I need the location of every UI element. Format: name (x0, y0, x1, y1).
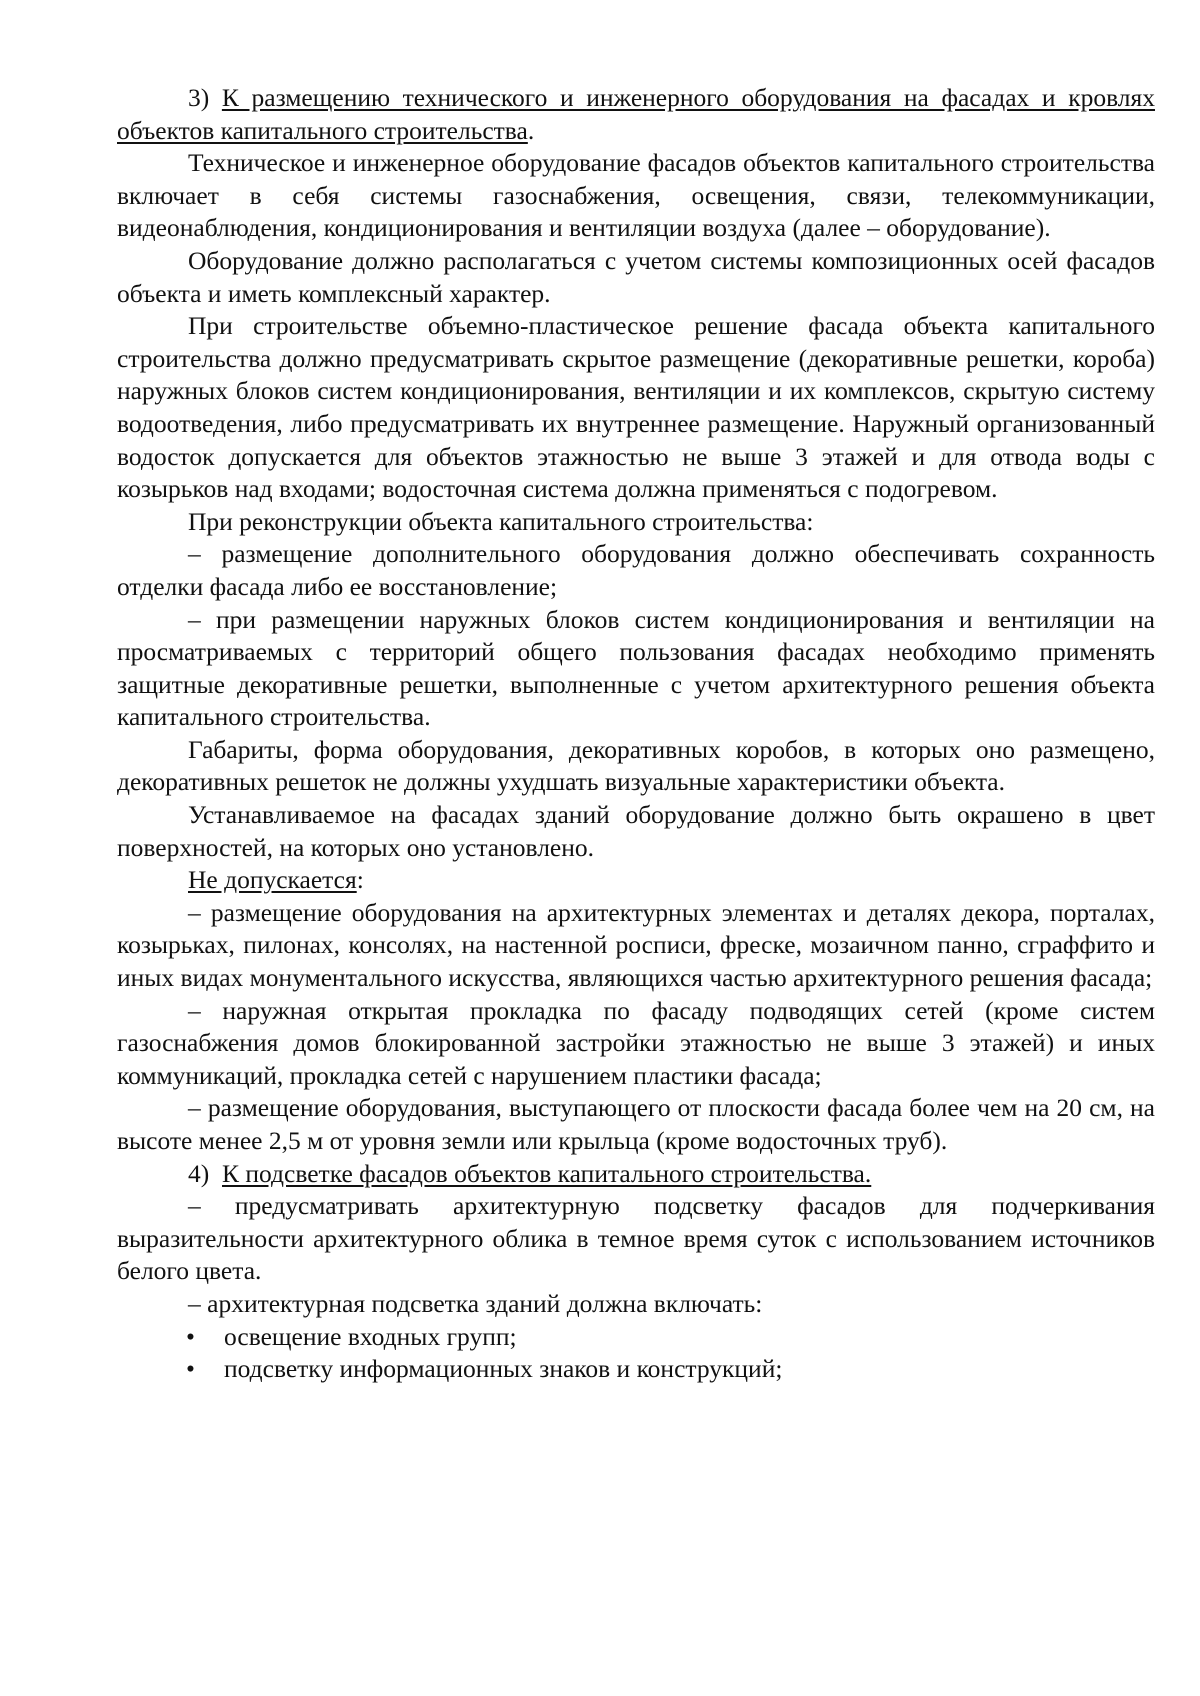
lighting-paragraph: – предусматривать архитектурную подсветку фасадов для подчеркивания выразительности архитектурного облика в темное время суток с использованием источников белого цвета. (117, 1191, 1155, 1286)
prohibited-label: Не допускается (188, 865, 357, 895)
paragraph-reconstruction-item-2: – при размещении наружных блоков систем кондиционирования и вентиляции на просматриваемых с территорий общего пользования фасадах необходимо применять защитные декоративные решетки, выполненные с учетом архитектурного решения объекта капитального строительства. (117, 604, 1155, 732)
list-item (117, 1321, 1155, 1354)
lighting-bullet-list (117, 1321, 1155, 1386)
paragraph-color: Устанавливаемое на фасадах зданий оборудование должно быть окрашено в цвет поверхностей, на которых оно установлено. (117, 800, 1155, 862)
paragraph-reconstruction: При реконструкции объекта капитального строительства: (188, 506, 814, 536)
paragraph-dimensions: Габариты, форма оборудования, декоративных коробов, в которых оно размещено, декоративных решеток не должны ухудшать визуальные характеристики объекта. (117, 734, 1155, 797)
section-3-number: 3) (188, 83, 210, 112)
list-item (117, 1353, 1155, 1386)
section-3-title: К размещению технического и инженерного оборудования на фасадах и кровлях объектов капитального строительства (117, 83, 1155, 145)
section-4-title: К подсветке фасадов объектов капитального строительства. (222, 1158, 872, 1188)
prohibited-item: – наружная открытая прокладка по фасаду подводящих сетей (кроме систем газоснабжения домов блокированной застройки этажностью не выше 3 этажей) и иных коммуникаций, прокладка сетей с нарушением пластики фасада; (117, 995, 1155, 1090)
section-3-title-end: . (527, 115, 535, 145)
prohibited-item: – размещение оборудования, выступающего от плоскости фасада более чем на 20 см, на высоте менее 2,5 м от уровня земли или крыльца (кроме водосточных труб). (117, 1093, 1155, 1155)
paragraph-equipment-placement: Оборудование должно располагаться с учетом системы композиционных осей фасадов объекта и иметь комплексный характер. (117, 245, 1155, 308)
prohibited-item: – размещение оборудования на архитектурных элементах и деталях декора, порталах, козырьках, пилонах, консолях, на настенной росписи, фреске, мозаичном панно, сграффито и иных видах монументального искусства, являющихся частью архитектурного решения фасада; (117, 897, 1155, 993)
paragraph-reconstruction-item-1: – размещение дополнительного оборудования должно обеспечивать сохранность отделки фасада либо ее восстановление; (117, 539, 1155, 601)
list-item-text: освещение входных групп; (224, 1321, 517, 1351)
section-4-number: 4) (188, 1158, 210, 1188)
lighting-paragraph: – архитектурная подсветка зданий должна включать: (188, 1288, 763, 1318)
bullet-icon: • (186, 1321, 195, 1351)
document-page (117, 82, 1155, 1386)
prohibited-label-end: : (356, 865, 364, 895)
section-3-heading (117, 82, 1155, 147)
list-item-text: подсветку информационных знаков и конструкций; (224, 1354, 783, 1384)
paragraph-construction: При строительстве объемно-пластическое решение фасада объекта капитального строительства должно предусматривать скрытое размещение (декоративные решетки, короба) наружных блоков систем кондиционирования, вентиляции и их комплексов, скрытую систему водоотведения, либо предусматривать их внутреннее размещение. Наружный организованный водосток допускается для объектов этажностью не выше 3 этажей и для отвода воды с козырьков над входами; водосточная система должна применяться с подогревом. (117, 311, 1155, 504)
section-4-heading (117, 1158, 1155, 1191)
prohibited-heading (117, 864, 1155, 897)
bullet-icon: • (186, 1354, 195, 1384)
paragraph-equipment-definition: Техническое и инженерное оборудование фасадов объектов капитального строительства включает в себя системы газоснабжения, освещения, связи, телекоммуникации, видеонаблюдения, кондиционирования и вентиляции воздуха (далее – оборудование). (117, 148, 1155, 243)
